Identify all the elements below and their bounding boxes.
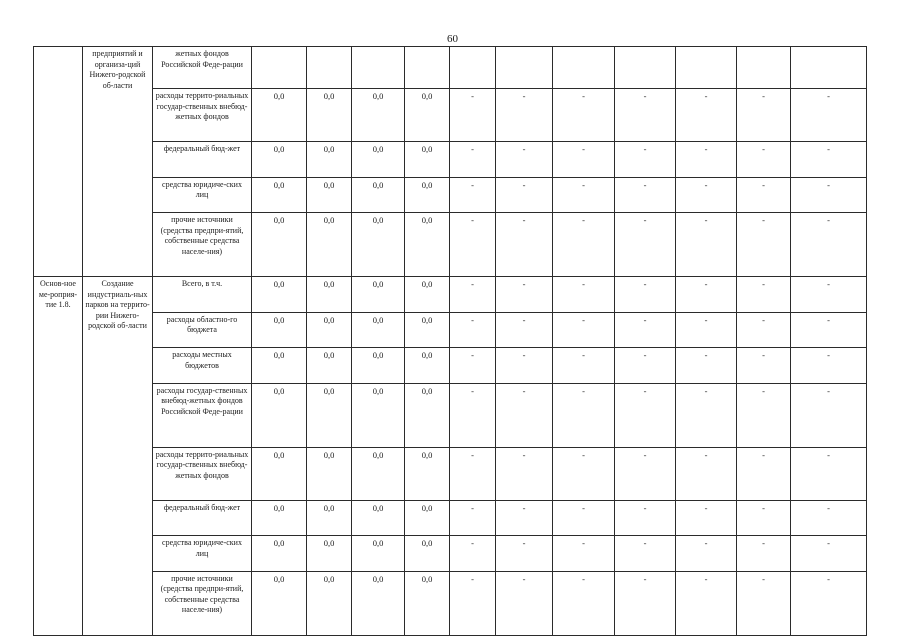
value-cell: 0,0 [352,277,405,313]
table-row [34,500,867,536]
value-cell [737,47,791,89]
value-cell: 0,0 [352,500,405,536]
value-cell: - [450,213,496,277]
value-cell: 0,0 [352,383,405,447]
value-cell: 0,0 [307,536,352,572]
value-cell: 0,0 [352,447,405,500]
table-row [34,89,867,142]
value-cell: - [450,89,496,142]
value-cell: - [737,536,791,572]
value-cell: 0,0 [307,383,352,447]
activity-name-cell: предприятий и организа-ций Нижего-родской об-ласти [83,47,153,277]
value-cell: - [676,536,737,572]
value-cell: - [676,177,737,213]
value-cell: 0,0 [352,348,405,384]
value-cell: 0,0 [405,177,450,213]
funding-source-cell: средства юридиче-ских лиц [153,177,252,213]
value-cell: 0,0 [405,348,450,384]
funding-source-cell: прочие источники (средства предпри-ятий, собственные средства населе-ния) [153,213,252,277]
value-cell: - [450,571,496,635]
value-cell: - [676,571,737,635]
value-cell: - [496,447,553,500]
value-cell: - [676,142,737,178]
value-cell: - [737,500,791,536]
value-cell: - [615,142,676,178]
value-cell: - [737,213,791,277]
table-row [34,536,867,572]
value-cell: - [496,213,553,277]
value-cell: - [737,142,791,178]
funding-source-cell: прочие источники (средства предпри-ятий, собственные средства населе-ния) [153,571,252,635]
value-cell: - [676,89,737,142]
value-cell: - [676,277,737,313]
value-cell: - [450,142,496,178]
value-cell: - [791,500,867,536]
value-cell: - [553,177,615,213]
funding-source-cell: расходы местных бюджетов [153,348,252,384]
funding-source-cell: средства юридиче-ских лиц [153,536,252,572]
value-cell: 0,0 [307,447,352,500]
value-cell: - [791,312,867,348]
value-cell [450,47,496,89]
value-cell: - [737,277,791,313]
value-cell [496,47,553,89]
value-cell [352,47,405,89]
table-row [34,348,867,384]
value-cell: - [791,571,867,635]
value-cell: - [450,500,496,536]
value-cell: 0,0 [352,89,405,142]
value-cell: 0,0 [307,177,352,213]
value-cell: - [791,89,867,142]
value-cell: 0,0 [307,312,352,348]
table-row [34,312,867,348]
value-cell: - [737,571,791,635]
value-cell [676,47,737,89]
value-cell: - [450,348,496,384]
value-cell: 0,0 [352,571,405,635]
funding-source-cell: жетных фондов Российской Феде-рации [153,47,252,89]
value-cell: - [450,277,496,313]
value-cell: 0,0 [405,447,450,500]
funding-source-cell: федеральный бюд-жет [153,142,252,178]
table-body [34,47,867,636]
value-cell: - [615,177,676,213]
value-cell: - [791,536,867,572]
value-cell: 0,0 [405,89,450,142]
value-cell [405,47,450,89]
value-cell: - [450,312,496,348]
value-cell: 0,0 [252,89,307,142]
value-cell: - [450,383,496,447]
value-cell: - [791,383,867,447]
funding-source-cell: расходы террито-риальных государ-ственных внебюд-жетных фондов [153,447,252,500]
page-number: 60 [447,33,458,45]
value-cell: 0,0 [252,536,307,572]
value-cell: 0,0 [405,277,450,313]
value-cell: - [676,312,737,348]
value-cell: - [553,447,615,500]
value-cell: - [553,500,615,536]
funding-table [33,46,867,636]
value-cell: - [676,500,737,536]
value-cell: - [791,348,867,384]
value-cell: 0,0 [405,383,450,447]
value-cell: - [553,536,615,572]
value-cell: 0,0 [352,312,405,348]
value-cell: - [737,447,791,500]
value-cell: 0,0 [405,312,450,348]
value-cell: - [615,312,676,348]
value-cell: 0,0 [307,571,352,635]
value-cell: 0,0 [307,348,352,384]
value-cell: - [496,177,553,213]
value-cell: - [615,89,676,142]
value-cell: 0,0 [307,500,352,536]
value-cell: - [737,177,791,213]
value-cell: - [553,348,615,384]
value-cell: - [737,383,791,447]
value-cell: 0,0 [252,177,307,213]
value-cell: - [450,177,496,213]
value-cell: 0,0 [252,348,307,384]
value-cell: 0,0 [405,571,450,635]
value-cell: - [737,89,791,142]
table-row [34,447,867,500]
value-cell: - [553,383,615,447]
funding-source-cell: Всего, в т.ч. [153,277,252,313]
value-cell: - [496,89,553,142]
value-cell: - [615,348,676,384]
value-cell: - [791,213,867,277]
value-cell: - [553,89,615,142]
value-cell: - [737,348,791,384]
table-row [34,213,867,277]
value-cell: - [496,312,553,348]
value-cell: - [496,277,553,313]
value-cell: 0,0 [252,213,307,277]
funding-source-cell: расходы террито-риальных государ-ственных внебюд-жетных фондов [153,89,252,142]
value-cell: 0,0 [252,383,307,447]
value-cell: - [496,142,553,178]
value-cell: 0,0 [405,142,450,178]
value-cell [791,47,867,89]
value-cell: 0,0 [252,277,307,313]
value-cell: 0,0 [405,213,450,277]
value-cell: 0,0 [352,536,405,572]
activity-name-cell: Создание индустриаль-ных парков на террито-рии Нижего-родской об-ласти [83,277,153,636]
table-row [34,47,867,89]
value-cell: 0,0 [352,177,405,213]
value-cell: - [676,447,737,500]
value-cell: 0,0 [307,89,352,142]
value-cell: - [553,142,615,178]
value-cell: - [791,277,867,313]
value-cell: - [791,447,867,500]
value-cell: 0,0 [352,213,405,277]
value-cell: - [615,447,676,500]
value-cell: - [676,348,737,384]
value-cell [553,47,615,89]
table-row [34,177,867,213]
value-cell: 0,0 [252,571,307,635]
value-cell: - [615,213,676,277]
value-cell: - [615,277,676,313]
value-cell: - [496,536,553,572]
value-cell: 0,0 [252,142,307,178]
value-cell: - [676,383,737,447]
value-cell: - [496,500,553,536]
funding-source-cell: расходы государ-ственных внебюд-жетных фондов Российской Феде-рации [153,383,252,447]
activity-code-cell [34,47,83,277]
value-cell: - [553,571,615,635]
value-cell: 0,0 [252,312,307,348]
value-cell: - [553,213,615,277]
table-row [34,142,867,178]
value-cell: - [615,383,676,447]
value-cell: - [553,312,615,348]
value-cell: - [450,536,496,572]
value-cell: - [676,213,737,277]
table-row [34,571,867,635]
table-row [34,277,867,313]
value-cell: 0,0 [252,447,307,500]
value-cell: - [553,277,615,313]
value-cell: - [496,383,553,447]
value-cell: - [450,447,496,500]
value-cell: 0,0 [307,142,352,178]
value-cell: - [737,312,791,348]
value-cell: 0,0 [352,142,405,178]
value-cell: 0,0 [405,500,450,536]
activity-code-cell: Основ-ное ме-роприя-тие 1.8. [34,277,83,636]
value-cell [615,47,676,89]
value-cell: 0,0 [252,500,307,536]
value-cell: - [615,500,676,536]
value-cell [307,47,352,89]
table-row [34,383,867,447]
value-cell: - [615,571,676,635]
value-cell: - [496,348,553,384]
funding-source-cell: расходы областно-го бюджета [153,312,252,348]
funding-source-cell: федеральный бюд-жет [153,500,252,536]
value-cell: 0,0 [307,277,352,313]
value-cell: - [496,571,553,635]
value-cell: - [615,536,676,572]
value-cell: - [791,142,867,178]
value-cell [252,47,307,89]
value-cell: 0,0 [307,213,352,277]
value-cell: - [791,177,867,213]
value-cell: 0,0 [405,536,450,572]
